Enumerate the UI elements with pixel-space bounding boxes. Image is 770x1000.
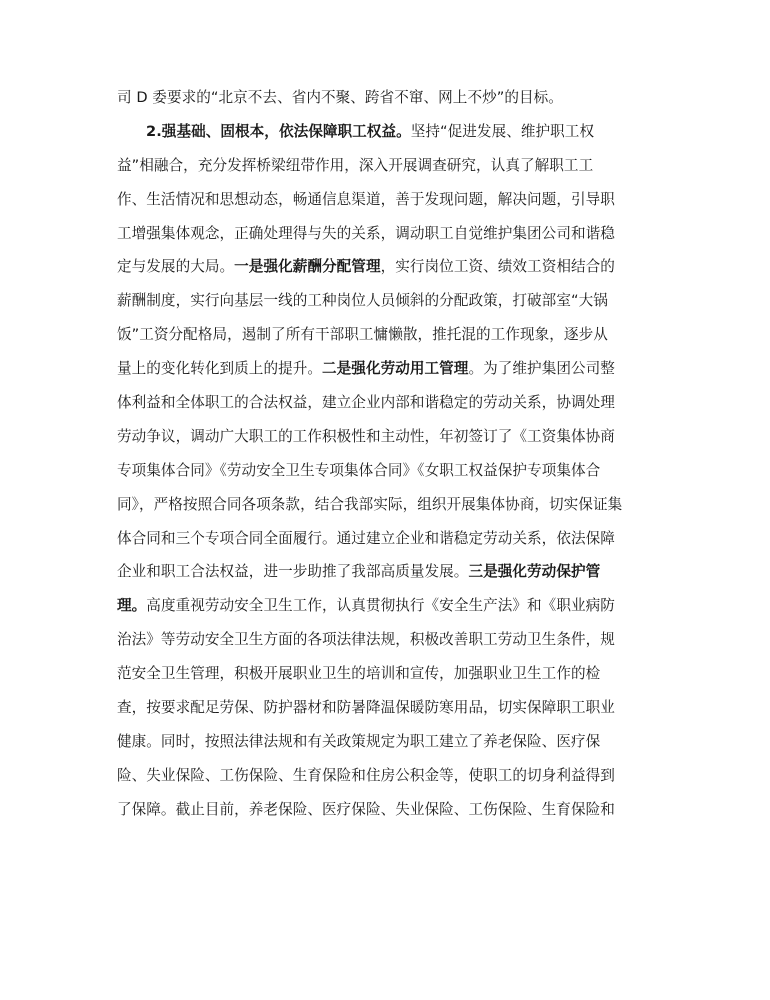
text-run: 专项集体合同》《劳动安全卫生专项集体合同》《女职工权益保护专项集体合 xyxy=(117,461,601,479)
text-run: 司 D 委要求的“北京不去、省内不聚、跨省不窜、网上不炒”的目标。 xyxy=(117,89,563,106)
text-run: 坚持“促进发展、维护职工权 xyxy=(410,122,595,140)
text-line xyxy=(117,627,657,661)
text-line xyxy=(117,492,657,526)
text-run: 企业和职工合法权益，进一步助推了我部高质量发展。 xyxy=(117,563,469,581)
text-line xyxy=(117,356,657,390)
text-run: 工增强集体观念，正确处理得与失的关系，调动职工自觉维护集团公司和谐稳 xyxy=(117,224,615,242)
text-line xyxy=(117,119,657,153)
body-text xyxy=(117,85,657,831)
text-run: 劳动争议，调动广大职工的工作积极性和主动性，年初签订了《工资集体协商 xyxy=(117,427,615,445)
text-line xyxy=(117,221,657,255)
text-run: 了保障。截止目前，养老保险、医疗保险、失业保险、工伤保险、生育保险和 xyxy=(117,800,615,818)
text-line xyxy=(117,288,657,322)
text-run: 范安全卫生管理，积极开展职业卫生的培训和宣传，加强职业卫生工作的检 xyxy=(117,665,601,683)
bold-text-run: 2.强基础、固根本，依法保障职工权益。 xyxy=(146,122,411,140)
bold-text-run: 一是强化薪酬分配管理 xyxy=(234,258,381,276)
text-line xyxy=(117,797,657,831)
text-line xyxy=(117,661,657,695)
text-run: 体合同和三个专项合同全面履行。通过建立企业和谐稳定劳动关系，依法保障 xyxy=(117,529,615,547)
text-line xyxy=(117,458,657,492)
text-run: 高度重视劳动安全卫生工作，认真贯彻执行《安全生产法》和《职业病防 xyxy=(146,597,615,615)
text-line xyxy=(117,763,657,797)
text-line xyxy=(117,526,657,560)
text-line xyxy=(117,729,657,763)
text-line xyxy=(117,254,657,288)
text-line xyxy=(117,424,657,458)
text-run: 作、生活情况和思想动态，畅通信息渠道，善于发现问题，解决问题，引导职 xyxy=(117,190,615,208)
text-run: ，实行岗位工资、绩效工资相结合的 xyxy=(380,258,615,276)
text-line xyxy=(117,390,657,424)
text-run: 量上的变化转化到质上的提升。 xyxy=(117,360,323,378)
text-run: 益”相融合，充分发挥桥梁纽带作用，深入开展调查研究，认真了解职工工 xyxy=(117,156,594,174)
text-run: 体利益和全体职工的合法权益，建立企业内部和谐稳定的劳动关系，协调处理 xyxy=(117,394,615,412)
text-run: 。为了维护集团公司整 xyxy=(468,360,615,378)
text-run: 饭”工资分配格局，遏制了所有干部职工慵懒散，推托混的工作现象，逐步从 xyxy=(117,326,608,344)
text-line xyxy=(117,187,657,221)
text-run: 治法》等劳动安全卫生方面的各项法律法规，积极改善职工劳动卫生条件，规 xyxy=(117,631,615,649)
text-run: 查，按要求配足劳保、防护器材和防暑降温保暖防寒用品，切实保障职工职业 xyxy=(117,699,615,717)
text-line xyxy=(117,322,657,356)
text-line xyxy=(117,593,657,627)
text-line xyxy=(117,153,657,187)
text-run: 定与发展的大局。 xyxy=(117,258,235,276)
text-line xyxy=(117,695,657,729)
bold-text-run: 三是强化劳动保护管 xyxy=(468,563,601,581)
bold-text-run: 理。 xyxy=(117,597,147,615)
text-run: 同》，严格按照合同各项条款，结合我部实际，组织开展集体协商，切实保证集 xyxy=(117,495,623,513)
text-run: 健康。同时，按照法律法规和有关政策规定为职工建立了养老保险、医疗保 xyxy=(117,732,601,750)
text-run: 薪酬制度，实行向基层一线的工种岗位人员倾斜的分配政策，打破部室“大锅 xyxy=(117,292,608,310)
text-run: 险、失业保险、工伤保险、生育保险和住房公积金等，使职工的切身利益得到 xyxy=(117,766,615,784)
text-line xyxy=(117,559,657,593)
bold-text-run: 二是强化劳动用工管理 xyxy=(322,360,469,378)
text-line xyxy=(117,85,657,119)
